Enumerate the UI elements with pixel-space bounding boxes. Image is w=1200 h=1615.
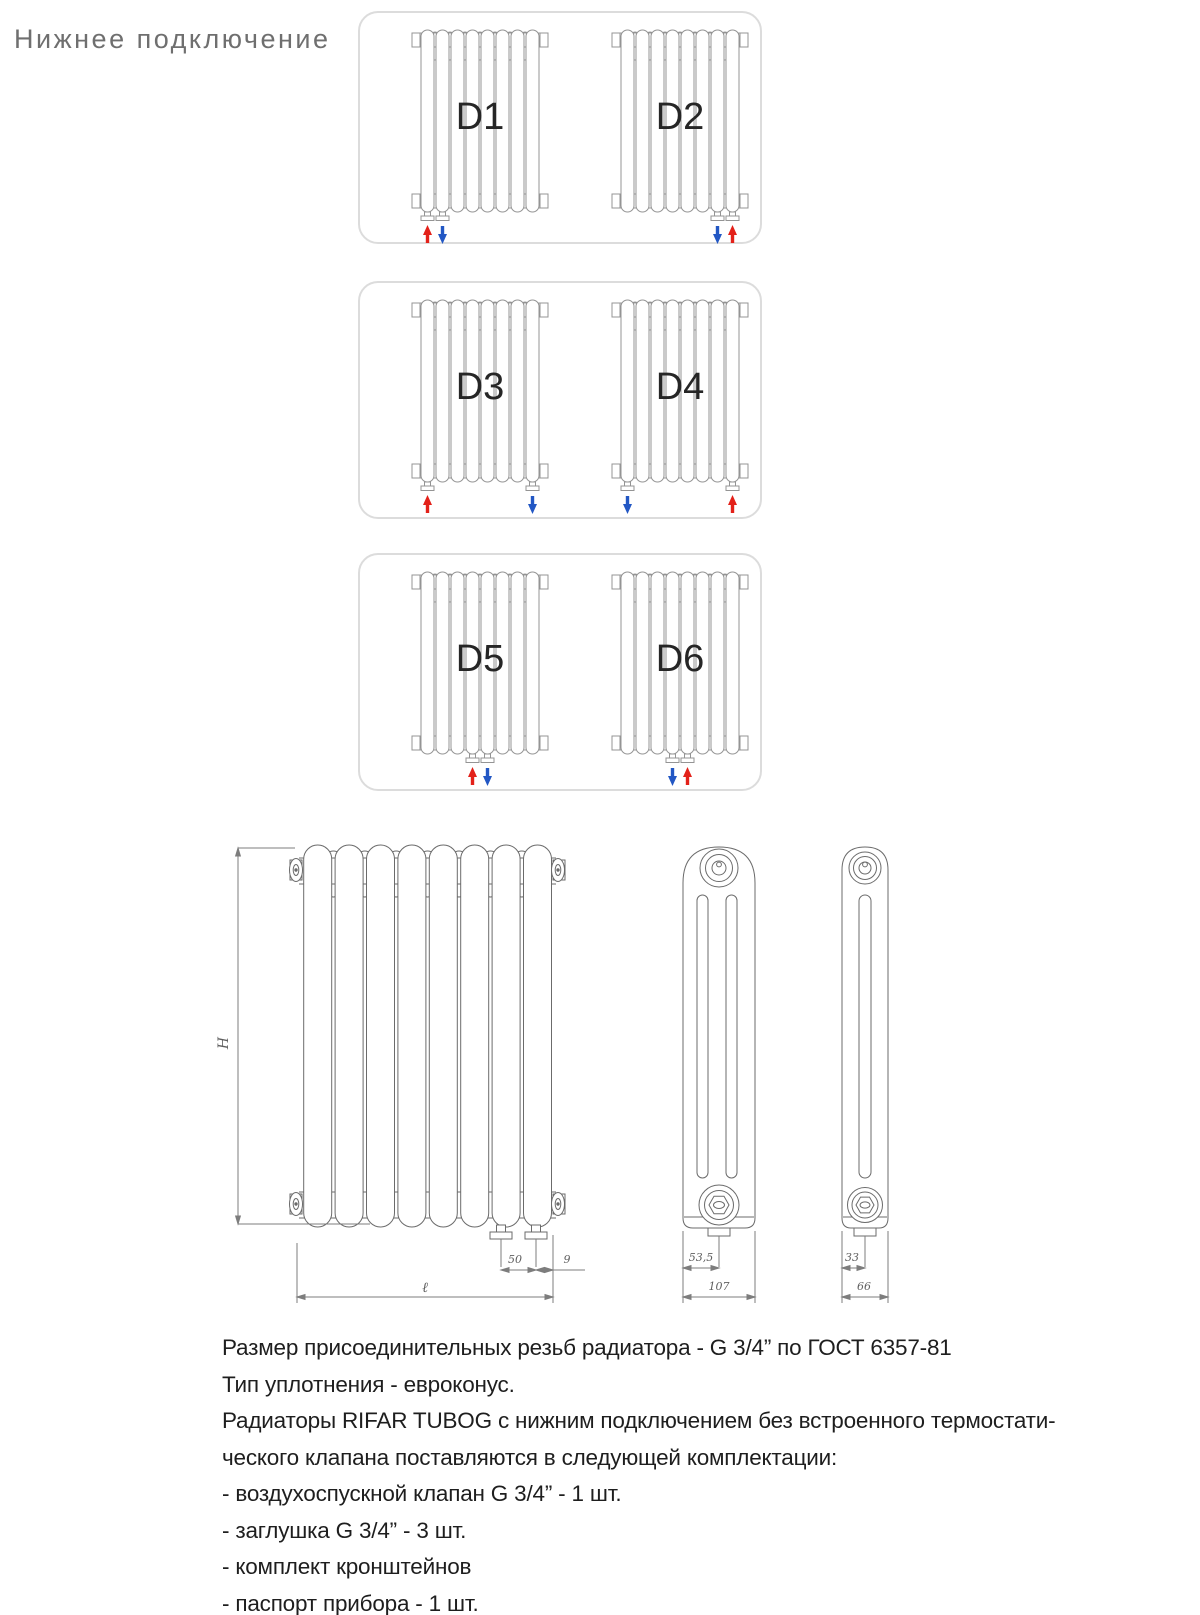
flow-arrow-up — [423, 495, 432, 505]
dimension-label: 53,5 — [688, 1251, 714, 1264]
dimension-label: 33 — [845, 1251, 859, 1264]
radiator-diagram-d5 — [405, 571, 555, 787]
diagram-slot-d4 — [605, 299, 755, 515]
note-line: - воздухоспускной клапан G 3/4” - 1 шт. — [222, 1481, 622, 1506]
flow-arrow-up — [468, 767, 477, 777]
side-view-wide — [683, 847, 755, 1267]
flow-arrow-down — [483, 776, 492, 786]
front-view — [290, 845, 566, 1267]
flow-arrow-down — [438, 234, 447, 244]
radiator-diagram-d1 — [405, 29, 555, 245]
dimension-label: H — [216, 1036, 232, 1050]
dimension-label: 50 — [508, 1253, 522, 1266]
flow-arrow-down — [713, 234, 722, 244]
radiator-diagram-d3 — [405, 299, 555, 515]
page-title: Нижнее подключение — [14, 24, 331, 54]
diagram-label: D5 — [455, 638, 505, 680]
radiator-diagram-d6 — [605, 571, 755, 787]
dimension-label: 66 — [857, 1280, 871, 1293]
flow-arrow-up — [728, 495, 737, 505]
technical-drawing — [195, 815, 905, 1310]
flow-arrow-up — [728, 225, 737, 235]
diagram-label: D6 — [655, 638, 705, 680]
diagram-label: D2 — [655, 96, 705, 138]
diagram-slot-d5 — [405, 571, 555, 787]
dimension-label: ℓ — [422, 1280, 428, 1296]
notes — [222, 1330, 1182, 1615]
diagram-slot-d6 — [605, 571, 755, 787]
flow-arrow-down — [623, 504, 632, 514]
flow-arrow-up — [423, 225, 432, 235]
diagram-slot-d3 — [405, 299, 555, 515]
note-line: - паспорт прибора - 1 шт. — [222, 1590, 479, 1615]
diagram-label: D3 — [455, 366, 505, 408]
connection-box-1 — [358, 11, 762, 244]
flow-arrow-down — [528, 504, 537, 514]
flow-arrow-down — [668, 776, 677, 786]
diagram-label: D4 — [655, 366, 705, 408]
dimension-label: 9 — [563, 1253, 571, 1266]
dimension-label: 107 — [708, 1280, 730, 1293]
note-line: Радиаторы RIFAR TUBOG с нижним подключением без встроенного термостати- — [222, 1408, 1056, 1433]
note-line: - заглушка G 3/4” - 3 шт. — [222, 1517, 467, 1543]
diagram-slot-d1 — [405, 29, 555, 245]
connection-box-2 — [358, 281, 762, 519]
technical-drawing-svg — [195, 815, 905, 1310]
radiator-diagram-d2 — [605, 29, 755, 245]
note-line: - комплект кронштейнов — [222, 1554, 472, 1579]
connection-box-3 — [358, 553, 762, 791]
flow-arrow-up — [683, 767, 692, 777]
diagram-slot-d2 — [605, 29, 755, 245]
side-view-narrow — [842, 847, 888, 1267]
note-line: ческого клапана поставляются в следующей комплектации: — [222, 1444, 838, 1470]
radiator-diagram-d4 — [605, 299, 755, 515]
diagram-label: D1 — [455, 96, 505, 138]
note-line: Тип уплотнения - евроконус. — [222, 1371, 515, 1397]
note-line: Размер присоединительных резьб радиатора - G 3/4” по ГОСТ 6357-81 — [222, 1335, 952, 1360]
